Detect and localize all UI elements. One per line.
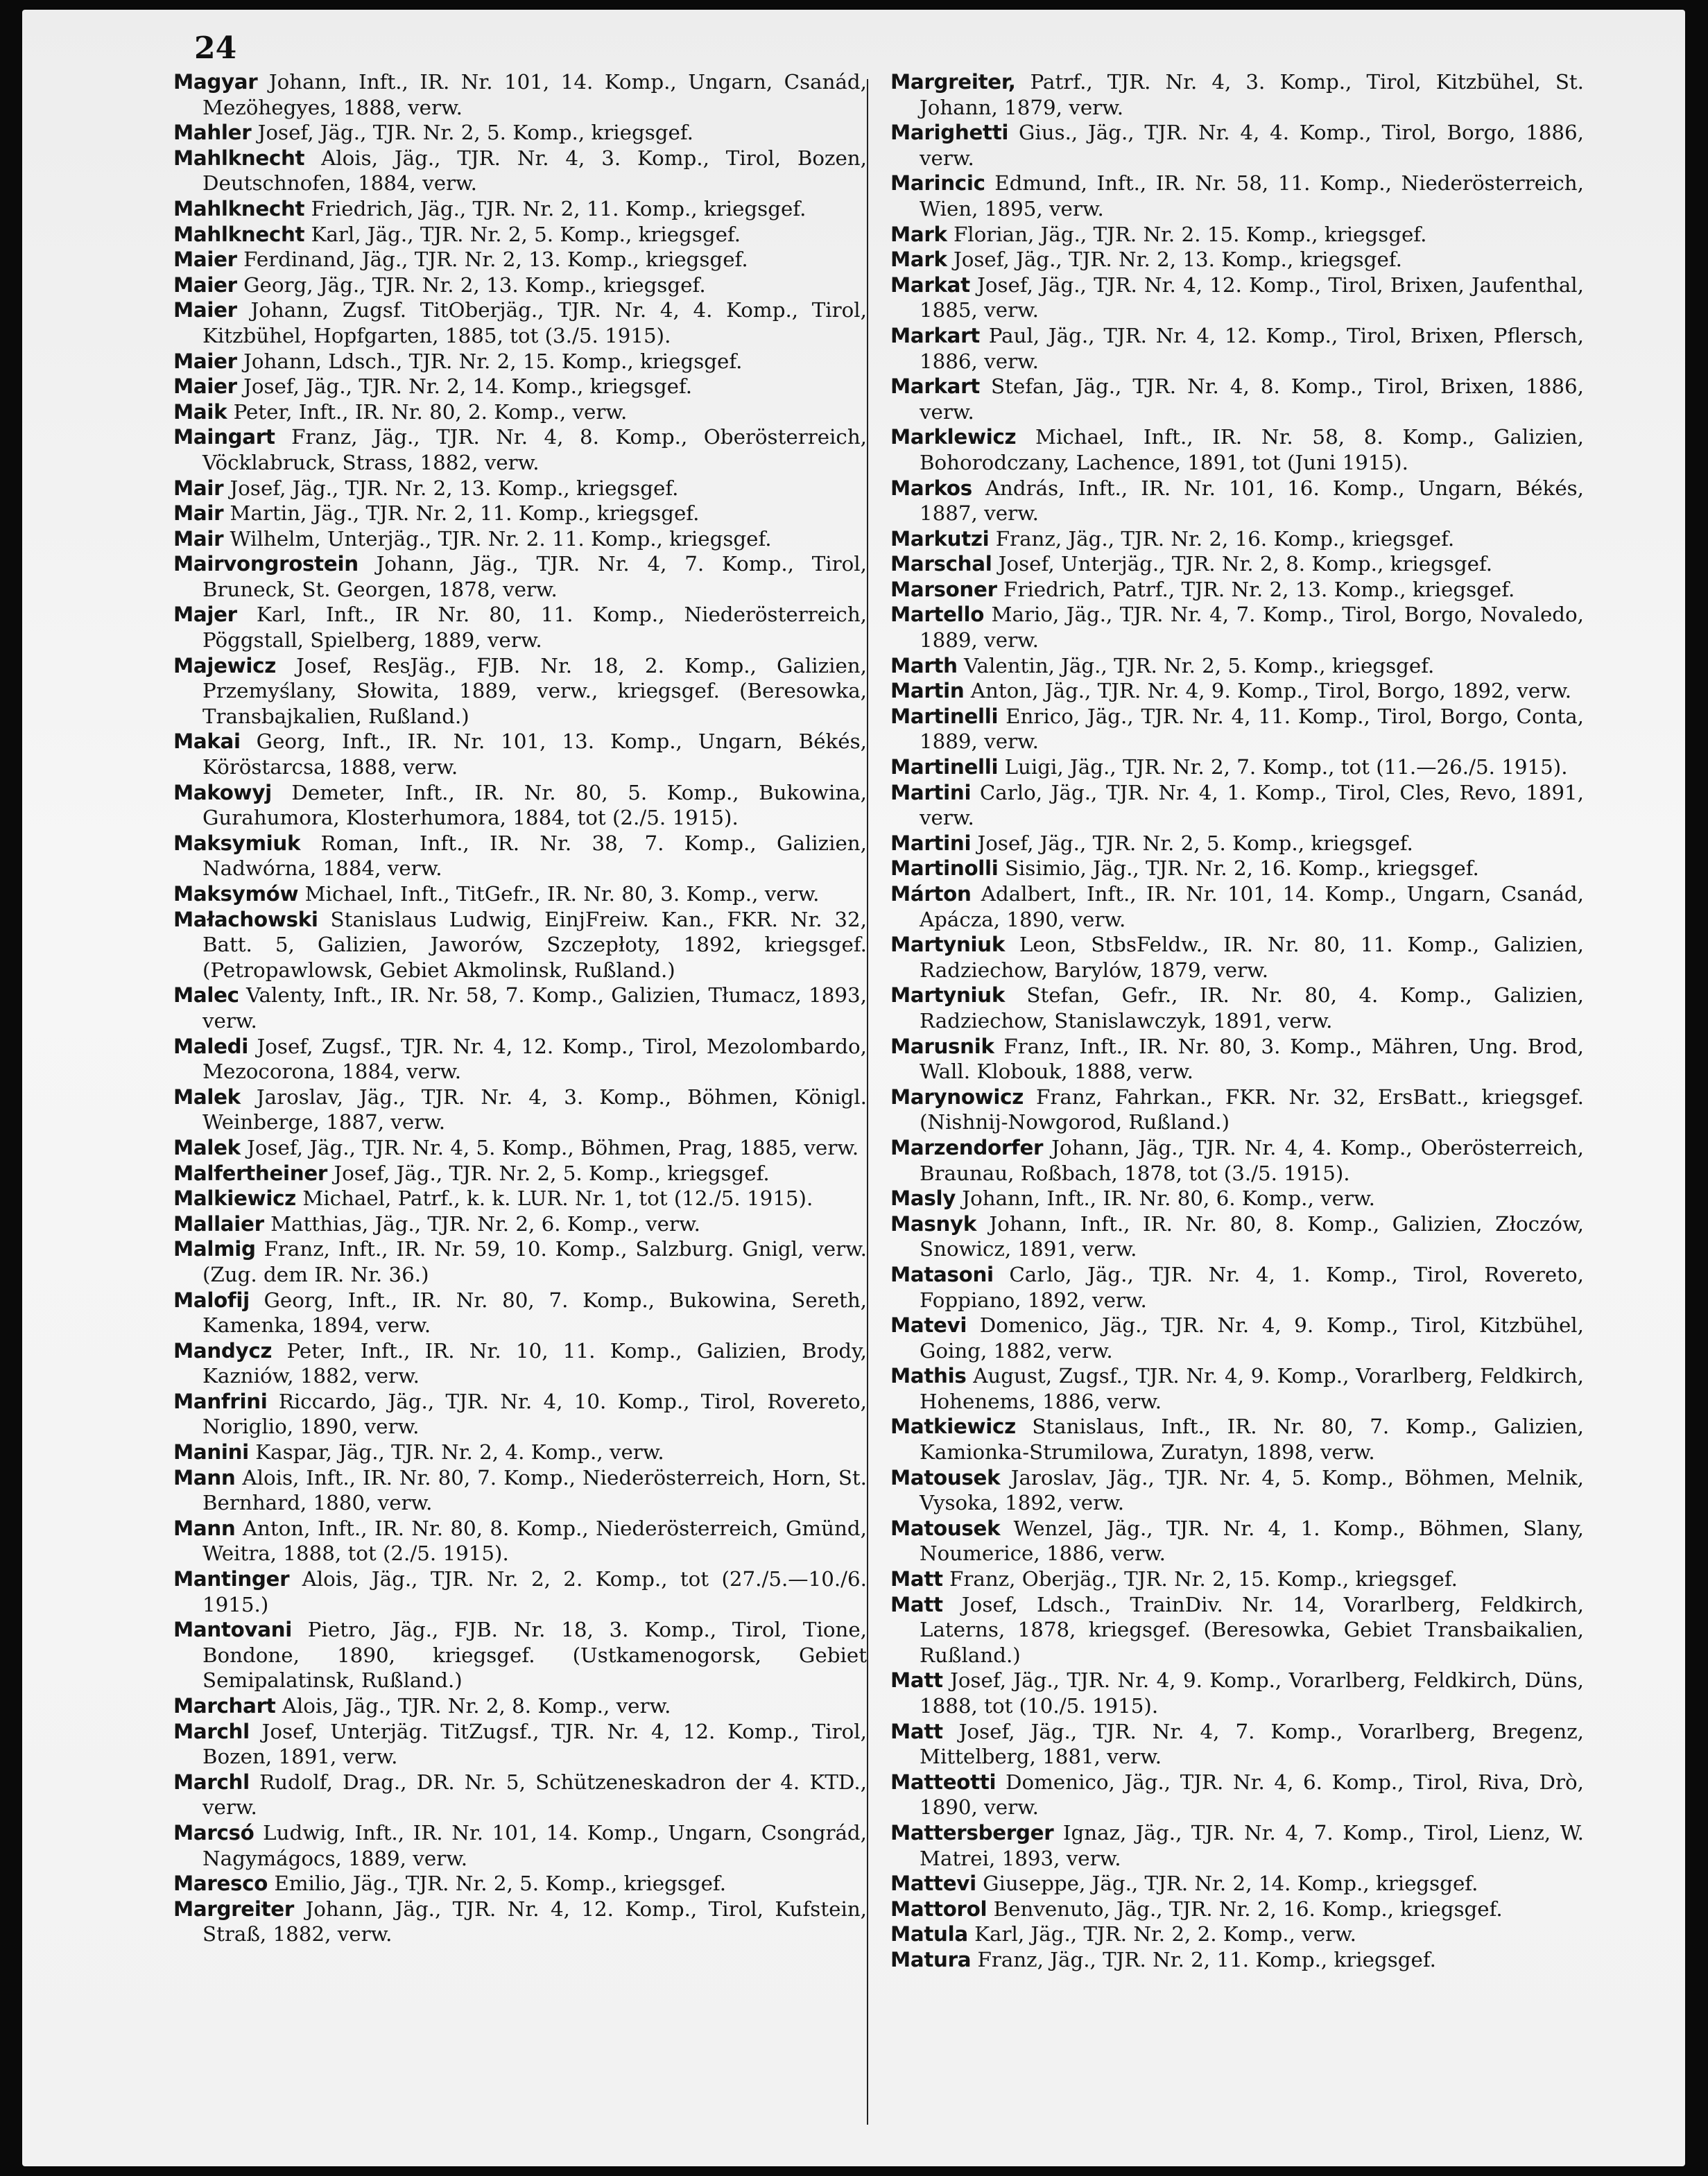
entry-details: Wenzel, Jäg., TJR. Nr. 4, 1. Komp., Böhmen, Slany, Noumerice, 1886, verw. [920, 1516, 1584, 1566]
entry-surname: Marighetti [890, 121, 1009, 145]
entry-details: Stefan, Jäg., TJR. Nr. 4, 8. Komp., Tirol, Brixen, 1886, verw. [920, 374, 1584, 424]
entry-details: Pietro, Jäg., FJB. Nr. 18, 3. Komp., Tirol, Tione, Bondone, 1890, kriegsgef. (Ustkamenogorsk, Gebiet Semipalatinsk, Rußland.) [202, 1618, 867, 1693]
register-entry [173, 501, 867, 526]
entry-surname: Marschal [890, 552, 992, 576]
entry-surname: Marincic [890, 171, 985, 196]
register-entry [173, 1693, 867, 1719]
register-entry [890, 476, 1584, 526]
entry-details: Demeter, Inft., IR. Nr. 80, 5. Komp., Bukowina, Gurahumora, Klosterhumora, 1884, tot (2./5. 1915). [202, 780, 867, 830]
register-entry [890, 653, 1584, 679]
entry-surname: Mantinger [173, 1567, 290, 1591]
entry-details: Emilio, Jäg., TJR. Nr. 2, 5. Komp., kriegsgef. [268, 1872, 727, 1896]
entry-surname: Makowyj [173, 780, 272, 804]
register-entry [173, 1085, 867, 1135]
entry-details: Karl, Inft., IR Nr. 80, 11. Komp., Niederösterreich, Pöggstall, Spielberg, 1889, verw. [202, 603, 867, 653]
entry-surname: Matteotti [890, 1770, 997, 1794]
register-entry [173, 1211, 867, 1237]
entry-details: Johann, Zugsf. TitOberjäg., TJR. Nr. 4, 4. Komp., Tirol, Kitzbühel, Hopfgarten, 1885, tot (3./5. 1915). [202, 298, 867, 347]
entry-surname: Marklewicz [890, 425, 1017, 449]
entry-details: Franz, Fahrkan., FKR. Nr. 32, ErsBatt., kriegsgef. (Nishnij-Nowgorod, Rußland.) [920, 1085, 1584, 1134]
entry-details: Alois, Inft., IR. Nr. 80, 7. Komp., Niederösterreich, Horn, St. Bernhard, 1880, verw. [202, 1465, 867, 1515]
entry-surname: Martinolli [890, 856, 999, 881]
register-entry [890, 881, 1584, 932]
register-entry [890, 171, 1584, 221]
register-entry [173, 399, 867, 425]
register-entry [890, 526, 1584, 552]
entry-surname: Martinelli [890, 755, 999, 779]
entry-details: András, Inft., IR. Nr. 101, 16. Komp., Ungarn, Békés, 1887, verw. [920, 476, 1584, 526]
entry-details: Johann, Ldsch., TJR. Nr. 2, 15. Komp., kriegsgef. [236, 349, 743, 373]
entry-details: Alois, Jäg., TJR. Nr. 2, 2. Komp., tot (27./5.—10./6. 1915.) [202, 1567, 867, 1616]
entry-details: Kaspar, Jäg., TJR. Nr. 2, 4. Komp., verw. [248, 1440, 664, 1465]
entry-surname: Mark [890, 248, 947, 272]
register-entry [173, 1389, 867, 1440]
entry-details: Josef, Jäg., TJR. Nr. 4, 9. Komp., Vorarlberg, Feldkirch, Düns, 1888, tot (10./5. 1915). [920, 1668, 1584, 1718]
entry-details: Josef, ResJäg., FJB. Nr. 18, 2. Komp., Galizien, Przemyślany, Słowita, 1889, verw., kriegsgef. (Beresowka, Transbajkalien, Rußland.) [202, 653, 867, 728]
register-entry [890, 1211, 1584, 1262]
entry-details: Peter, Inft., IR. Nr. 10, 11. Komp., Galizien, Brody, Kazniów, 1882, verw. [202, 1338, 867, 1388]
register-entry [173, 476, 867, 501]
register-entry [890, 1414, 1584, 1465]
entry-details: Georg, Jäg., TJR. Nr. 2, 13. Komp., kriegsgef. [236, 273, 706, 297]
entry-details: Friedrich, Patrf., TJR. Nr. 2, 13. Komp., kriegsgef. [997, 577, 1515, 601]
register-entry [890, 932, 1584, 983]
register-entry [890, 1085, 1584, 1135]
register-entry [173, 602, 867, 653]
entry-details: Stefan, Gefr., IR. Nr. 80, 4. Komp., Galizien, Radziechow, Stanislawczyk, 1891, verw. [920, 983, 1584, 1033]
entry-surname: Matura [890, 1947, 972, 1971]
entry-surname: Matula [890, 1922, 968, 1946]
register-entry [173, 196, 867, 222]
entry-surname: Matevi [890, 1313, 967, 1338]
register-entry [890, 374, 1584, 424]
entry-details: Franz, Jäg., TJR. Nr. 2, 11. Komp., kriegsgef. [971, 1947, 1436, 1971]
register-entry [890, 1947, 1584, 1973]
entry-details: Sisimio, Jäg., TJR. Nr. 2, 16. Komp., kriegsgef. [998, 856, 1479, 881]
entry-surname: Margreiter, [890, 70, 1016, 94]
entry-surname: Manini [173, 1440, 249, 1465]
entry-surname: Maledi [173, 1034, 249, 1058]
entry-surname: Maier [173, 374, 237, 399]
entry-details: Josef, Jäg., TJR. Nr. 2, 13. Komp., kriegsgef. [223, 476, 679, 500]
register-entry [890, 424, 1584, 475]
register-entry [890, 831, 1584, 856]
register-entry [173, 349, 867, 374]
register-entry [173, 424, 867, 475]
entry-surname: Mattorol [890, 1897, 987, 1921]
entry-details: Ludwig, Inft., IR. Nr. 101, 14. Komp., Ungarn, Csongrád, Nagymágocs, 1889, verw. [202, 1820, 867, 1870]
entry-details: Alois, Jäg., TJR. Nr. 4, 3. Komp., Tirol, Bozen, Deutschnofen, 1884, verw. [202, 146, 867, 196]
entry-surname: Matasoni [890, 1262, 994, 1286]
entry-surname: Malfertheiner [173, 1161, 328, 1185]
entry-details: Anton, Inft., IR. Nr. 80, 8. Komp., Niederösterreich, Gmünd, Weitra, 1888, tot (2./5. 1915). [202, 1516, 867, 1566]
entry-surname: Maier [173, 248, 237, 272]
entry-details: Martin, Jäg., TJR. Nr. 2, 11. Komp., kriegsgef. [223, 501, 700, 526]
register-entry [890, 1262, 1584, 1313]
register-entry [890, 1516, 1584, 1566]
register-entry [173, 297, 867, 348]
entry-details: Josef, Jäg., TJR. Nr. 2, 5. Komp., kriegsgef. [327, 1161, 770, 1185]
entry-details: Rudolf, Drag., DR. Nr. 5, Schützeneskadron der 4. KTD., verw. [202, 1770, 867, 1820]
register-entry [890, 69, 1584, 120]
entry-details: Carlo, Jäg., TJR. Nr. 4, 1. Komp., Tirol, Rovereto, Foppiano, 1892, verw. [920, 1262, 1584, 1312]
entry-details: Michael, Inft., IR. Nr. 58, 8. Komp., Galizien, Bohorodczany, Lachence, 1891, tot (Juni 1915). [920, 425, 1584, 474]
register-entry [890, 1922, 1584, 1947]
entry-surname: Martello [890, 603, 985, 627]
register-entry [173, 983, 867, 1033]
register-entry [173, 653, 867, 729]
entry-surname: Majewicz [173, 653, 276, 677]
entry-surname: Maksymów [173, 882, 299, 906]
entry-details: Mario, Jäg., TJR. Nr. 4, 7. Komp., Tirol, Borgo, Novaledo, 1889, verw. [920, 603, 1584, 653]
entry-details: Roman, Inft., IR. Nr. 38, 7. Komp., Galizien, Nadwórna, 1884, verw. [202, 831, 867, 881]
entry-details: Josef, Jäg., TJR. Nr. 2, 13. Komp., kriegsgef. [947, 248, 1402, 272]
entry-surname: Masly [890, 1186, 956, 1211]
register-entry [173, 526, 867, 552]
register-entry [890, 983, 1584, 1033]
column-divider [867, 79, 868, 2125]
entry-details: Georg, Inft., IR. Nr. 101, 13. Komp., Ungarn, Békés, Köröstarcsa, 1888, verw. [202, 729, 867, 779]
entry-surname: Maier [173, 273, 237, 297]
entry-surname: Mathis [890, 1364, 967, 1388]
register-entry [890, 323, 1584, 374]
entry-surname: Mallaier [173, 1211, 264, 1236]
entry-surname: Martin [890, 679, 965, 703]
entry-surname: Marsoner [890, 577, 997, 601]
entry-surname: Matt [890, 1592, 943, 1616]
register-entry [173, 780, 867, 831]
entry-details: Josef, Zugsf., TJR. Nr. 4, 12. Komp., Tirol, Mezolombardo, Mezocorona, 1884, verw. [202, 1034, 867, 1084]
entry-surname: Markat [890, 273, 970, 297]
entry-details: Adalbert, Inft., IR. Nr. 101, 14. Komp., Ungarn, Csanád, Apácza, 1890, verw. [920, 882, 1584, 931]
entry-surname: Markart [890, 374, 980, 399]
entry-details: Matthias, Jäg., TJR. Nr. 2, 6. Komp., verw. [264, 1211, 700, 1236]
register-entry [890, 1034, 1584, 1085]
register-entry [890, 577, 1584, 603]
register-entry [173, 1820, 867, 1871]
entry-surname: Martyniuk [890, 983, 1006, 1008]
register-entry [173, 222, 867, 248]
entry-surname: Malofij [173, 1288, 250, 1312]
entry-surname: Markart [890, 323, 980, 347]
register-entry [173, 1338, 867, 1389]
entry-surname: Maresco [173, 1872, 268, 1896]
entry-details: Josef, Unterjäg., TJR. Nr. 2, 8. Komp., kriegsgef. [992, 552, 1493, 576]
entry-details: Luigi, Jäg., TJR. Nr. 2, 7. Komp., tot (11.—26./5. 1915). [998, 755, 1568, 779]
entry-details: Friedrich, Jäg., TJR. Nr. 2, 11. Komp., kriegsgef. [304, 196, 806, 221]
entry-surname: Marzendorfer [890, 1135, 1044, 1159]
entry-surname: Matt [890, 1668, 943, 1693]
register-entry [173, 1871, 867, 1897]
register-entry [890, 1313, 1584, 1363]
register-entry [890, 1465, 1584, 1516]
entry-details: Valentin, Jäg., TJR. Nr. 2, 5. Komp., kriegsgef. [957, 653, 1435, 677]
register-entry [173, 1440, 867, 1465]
register-entry [890, 754, 1584, 780]
entry-details: Domenico, Jäg., TJR. Nr. 4, 9. Komp., Tirol, Kitzbühel, Going, 1882, verw. [920, 1313, 1584, 1363]
entry-surname: Mahlknecht [173, 196, 305, 221]
entry-surname: Malek [173, 1085, 241, 1109]
entry-details: Josef, Jäg., TJR. Nr. 2, 14. Komp., kriegsgef. [236, 374, 693, 399]
entry-details: Alois, Jäg., TJR. Nr. 2, 8. Komp., verw. [275, 1694, 671, 1718]
entry-surname: Mattevi [890, 1872, 976, 1896]
register-entry [173, 1135, 867, 1161]
entry-details: Stanislaus Ludwig, EinjFreiw. Kan., FKR. Nr. 32, Batt. 5, Galizien, Jaworów, Szczepłoty, 1892, kriegsgef. (Petropawlowsk, Gebiet Akmolinsk, Rußland.) [202, 907, 867, 982]
entry-details: Patrf., TJR. Nr. 4, 3. Komp., Tirol, Kitzbühel, St. Johann, 1879, verw. [920, 70, 1584, 119]
entry-details: Karl, Jäg., TJR. Nr. 2, 5. Komp., kriegsgef. [304, 222, 741, 246]
entry-details: Leon, StbsFeldw., IR. Nr. 80, 11. Komp., Galizien, Radziechow, Barylów, 1879, verw. [920, 933, 1584, 982]
entry-details: Benvenuto, Jäg., TJR. Nr. 2, 16. Komp., kriegsgef. [987, 1897, 1503, 1921]
entry-surname: Mahlknecht [173, 222, 305, 246]
entry-details: Jaroslav, Jäg., TJR. Nr. 4, 3. Komp., Böhmen, Königl. Weinberge, 1887, verw. [202, 1085, 867, 1134]
register-entry [173, 729, 867, 779]
register-entry [890, 602, 1584, 653]
register-entry [173, 120, 867, 146]
entry-details: Johann, Jäg., TJR. Nr. 4, 12. Komp., Tirol, Kufstein, Straß, 1882, verw. [202, 1897, 867, 1946]
register-entry [890, 1820, 1584, 1871]
entry-details: August, Zugsf., TJR. Nr. 4, 9. Komp., Vorarlberg, Feldkirch, Hohenems, 1886, verw. [920, 1364, 1584, 1413]
register-entry [890, 1897, 1584, 1922]
register-entry [890, 1668, 1584, 1718]
entry-surname: Markutzi [890, 526, 990, 551]
entry-details: Peter, Inft., IR. Nr. 80, 2. Komp., verw. [227, 399, 628, 424]
entry-surname: Mann [173, 1516, 236, 1540]
register-entry [890, 678, 1584, 704]
entry-details: Franz, Jäg., TJR. Nr. 2, 16. Komp., kriegsgef. [989, 526, 1455, 551]
register-entry [890, 1719, 1584, 1770]
entry-surname: Malek [173, 1135, 241, 1159]
entry-details: Paul, Jäg., TJR. Nr. 4, 12. Komp., Tirol, Brixen, Pflersch, 1886, verw. [920, 323, 1584, 373]
entry-surname: Maingart [173, 425, 275, 449]
register-entry [890, 856, 1584, 881]
entry-details: Domenico, Jäg., TJR. Nr. 4, 6. Komp., Tirol, Riva, Drò, 1890, verw. [920, 1770, 1584, 1820]
entry-surname: Małachowski [173, 907, 318, 931]
entry-surname: Matt [890, 1567, 943, 1591]
entry-details: Carlo, Jäg., TJR. Nr. 4, 1. Komp., Tirol, Cles, Revo, 1891, verw. [920, 780, 1584, 830]
entry-details: Johann, Jäg., TJR. Nr. 4, 4. Komp., Oberösterreich, Braunau, Roßbach, 1878, tot (3./5. 1915). [920, 1135, 1584, 1185]
register-entry [173, 551, 867, 602]
entry-details: Josef, Ldsch., TrainDiv. Nr. 14, Vorarlberg, Feldkirch, Laterns, 1878, kriegsgef. (Beresowka, Gebiet Transbaikalien, Rußland.) [920, 1592, 1584, 1667]
entry-details: Ferdinand, Jäg., TJR. Nr. 2, 13. Komp., kriegsgef. [236, 248, 748, 272]
register-entry [173, 1566, 867, 1617]
entry-details: Florian, Jäg., TJR. Nr. 2. 15. Komp., kriegsgef. [947, 222, 1427, 246]
register-entry [173, 1516, 867, 1566]
entry-details: Josef, Jäg., TJR. Nr. 4, 7. Komp., Vorarlberg, Bregenz, Mittelberg, 1881, verw. [920, 1719, 1584, 1769]
entry-surname: Masnyk [890, 1211, 976, 1236]
entry-details: Josef, Jäg., TJR. Nr. 4, 12. Komp., Tirol, Brixen, Jaufenthal, 1885, verw. [920, 273, 1584, 322]
entry-details: Johann, Jäg., TJR. Nr. 4, 7. Komp., Tirol, Bruneck, St. Georgen, 1878, verw. [202, 552, 867, 601]
entry-details: Josef, Jäg., TJR. Nr. 2, 5. Komp., kriegsgef. [971, 831, 1413, 855]
entry-surname: Mandycz [173, 1338, 273, 1363]
register-entry [890, 551, 1584, 577]
register-entry [173, 1719, 867, 1770]
entry-surname: Matousek [890, 1465, 1001, 1489]
entry-details: Enrico, Jäg., TJR. Nr. 4, 11. Komp., Tirol, Borgo, Conta, 1889, verw. [920, 704, 1584, 754]
entry-surname: Mair [173, 526, 224, 551]
entry-details: Georg, Inft., IR. Nr. 80, 7. Komp., Bukowina, Sereth, Kamenka, 1894, verw. [202, 1288, 867, 1338]
entry-details: Franz, Inft., IR. Nr. 59, 10. Komp., Salzburg. Gnigl, verw. (Zug. dem IR. Nr. 36.) [202, 1237, 867, 1286]
entry-surname: Mantovani [173, 1618, 292, 1642]
register-entry [890, 1871, 1584, 1897]
entry-details: Anton, Jäg., TJR. Nr. 4, 9. Komp., Tirol, Borgo, 1892, verw. [964, 679, 1572, 703]
entry-details: Stanislaus, Inft., IR. Nr. 80, 7. Komp., Galizien, Kamionka-Strumilowa, Zuratyn, 1898, verw. [920, 1415, 1584, 1465]
entry-surname: Malec [173, 983, 239, 1008]
entry-surname: Maier [173, 298, 237, 322]
entry-surname: Martini [890, 831, 972, 855]
page-number: 24 [194, 31, 237, 66]
entry-details: Johann, Inft., IR. Nr. 80, 6. Komp., verw. [956, 1186, 1375, 1211]
entry-details: Jaroslav, Jäg., TJR. Nr. 4, 5. Komp., Böhmen, Melnik, Vysoka, 1892, verw. [920, 1465, 1584, 1515]
entry-surname: Magyar [173, 70, 258, 94]
left-column [173, 69, 867, 1947]
register-entry [173, 69, 867, 120]
entry-surname: Malmig [173, 1237, 256, 1261]
register-entry [173, 1236, 867, 1287]
entry-surname: Mark [890, 222, 947, 246]
register-entry [173, 1770, 867, 1820]
register-entry [890, 704, 1584, 754]
register-entry [890, 1186, 1584, 1211]
entry-surname: Margreiter [173, 1897, 295, 1921]
register-entry [173, 1288, 867, 1338]
entry-surname: Markos [890, 476, 972, 500]
register-entry [890, 1135, 1584, 1186]
entry-surname: Matkiewicz [890, 1415, 1016, 1439]
register-entry [173, 1186, 867, 1211]
right-column [890, 69, 1584, 1973]
register-entry [173, 247, 867, 273]
entry-surname: Manfrini [173, 1389, 268, 1413]
register-entry [890, 1592, 1584, 1668]
register-entry [890, 1770, 1584, 1820]
entry-surname: Martinelli [890, 704, 999, 728]
entry-surname: Marusnik [890, 1034, 994, 1058]
entry-details: Riccardo, Jäg., TJR. Nr. 4, 10. Komp., Tirol, Rovereto, Noriglio, 1890, verw. [202, 1389, 867, 1439]
entry-surname: Maksymiuk [173, 831, 301, 855]
entry-details: Michael, Inft., TitGefr., IR. Nr. 80, 3. Komp., verw. [298, 882, 820, 906]
entry-surname: Malkiewicz [173, 1186, 296, 1211]
document-page [22, 10, 1685, 2166]
entry-details: Gius., Jäg., TJR. Nr. 4, 4. Komp., Tirol, Borgo, 1886, verw. [920, 121, 1584, 170]
entry-surname: Matt [890, 1719, 943, 1743]
entry-details: Josef, Unterjäg. TitZugsf., TJR. Nr. 4, 12. Komp., Tirol, Bozen, 1891, verw. [202, 1719, 867, 1769]
register-entry [173, 907, 867, 983]
entry-details: Karl, Jäg., TJR. Nr. 2, 2. Komp., verw. [967, 1922, 1356, 1946]
entry-surname: Mairvongrostein [173, 552, 359, 576]
entry-surname: Marchart [173, 1694, 276, 1718]
entry-details: Franz, Inft., IR. Nr. 80, 3. Komp., Mähren, Ung. Brod, Wall. Klobouk, 1888, verw. [920, 1034, 1584, 1084]
entry-surname: Marth [890, 653, 958, 677]
register-entry [890, 247, 1584, 273]
entry-surname: Martyniuk [890, 933, 1006, 957]
entry-surname: Márton [890, 882, 972, 906]
entry-surname: Matousek [890, 1516, 1001, 1540]
register-entry [890, 1566, 1584, 1592]
register-entry [173, 1617, 867, 1693]
entry-surname: Maier [173, 349, 237, 373]
register-entry [173, 273, 867, 298]
register-entry [173, 881, 867, 907]
entry-surname: Maik [173, 399, 227, 424]
entry-surname: Martini [890, 780, 972, 804]
entry-details: Valenty, Inft., IR. Nr. 58, 7. Komp., Galizien, Tłumacz, 1893, verw. [202, 983, 867, 1033]
entry-details: Edmund, Inft., IR. Nr. 58, 11. Komp., Niederösterreich, Wien, 1895, verw. [920, 171, 1584, 221]
register-entry [890, 1363, 1584, 1414]
entry-surname: Marchl [173, 1719, 250, 1743]
entry-details: Josef, Jäg., TJR. Nr. 4, 5. Komp., Böhmen, Prag, 1885, verw. [240, 1135, 859, 1159]
entry-details: Johann, Inft., IR. Nr. 101, 14. Komp., Ungarn, Csanád, Mezöhegyes, 1888, verw. [202, 70, 867, 119]
entry-surname: Mattersberger [890, 1820, 1054, 1845]
entry-surname: Mair [173, 501, 224, 526]
register-entry [173, 1465, 867, 1516]
entry-surname: Mann [173, 1465, 236, 1489]
register-entry [173, 374, 867, 399]
entry-surname: Mahler [173, 121, 252, 145]
register-entry [173, 146, 867, 196]
entry-details: Wilhelm, Unterjäg., TJR. Nr. 2. 11. Komp., kriegsgef. [223, 526, 772, 551]
entry-surname: Mahlknecht [173, 146, 305, 170]
entry-surname: Marchl [173, 1770, 250, 1794]
entry-details: Franz, Oberjäg., TJR. Nr. 2, 15. Komp., kriegsgef. [942, 1567, 1458, 1591]
register-entry [173, 1897, 867, 1947]
entry-surname: Makai [173, 729, 241, 754]
entry-surname: Marcsó [173, 1820, 255, 1845]
entry-details: Johann, Inft., IR. Nr. 80, 8. Komp., Galizien, Złoczów, Snowicz, 1891, verw. [920, 1211, 1584, 1261]
register-entry [173, 1034, 867, 1085]
entry-details: Michael, Patrf., k. k. LUR. Nr. 1, tot (12./5. 1915). [295, 1186, 813, 1211]
register-entry [890, 273, 1584, 323]
entry-surname: Mair [173, 476, 224, 500]
entry-surname: Marynowicz [890, 1085, 1024, 1109]
entry-details: Franz, Jäg., TJR. Nr. 4, 8. Komp., Oberösterreich, Vöcklabruck, Strass, 1882, verw. [202, 425, 867, 474]
entry-details: Josef, Jäg., TJR. Nr. 2, 5. Komp., kriegsgef. [251, 121, 693, 145]
register-entry [890, 222, 1584, 248]
register-entry [890, 120, 1584, 171]
entry-details: Ignaz, Jäg., TJR. Nr. 4, 7. Komp., Tirol, Lienz, W. Matrei, 1893, verw. [920, 1820, 1584, 1870]
entry-surname: Majer [173, 603, 237, 627]
entry-details: Giuseppe, Jäg., TJR. Nr. 2, 14. Komp., kriegsgef. [976, 1872, 1478, 1896]
register-entry [890, 780, 1584, 831]
register-entry [173, 831, 867, 881]
register-entry [173, 1161, 867, 1186]
